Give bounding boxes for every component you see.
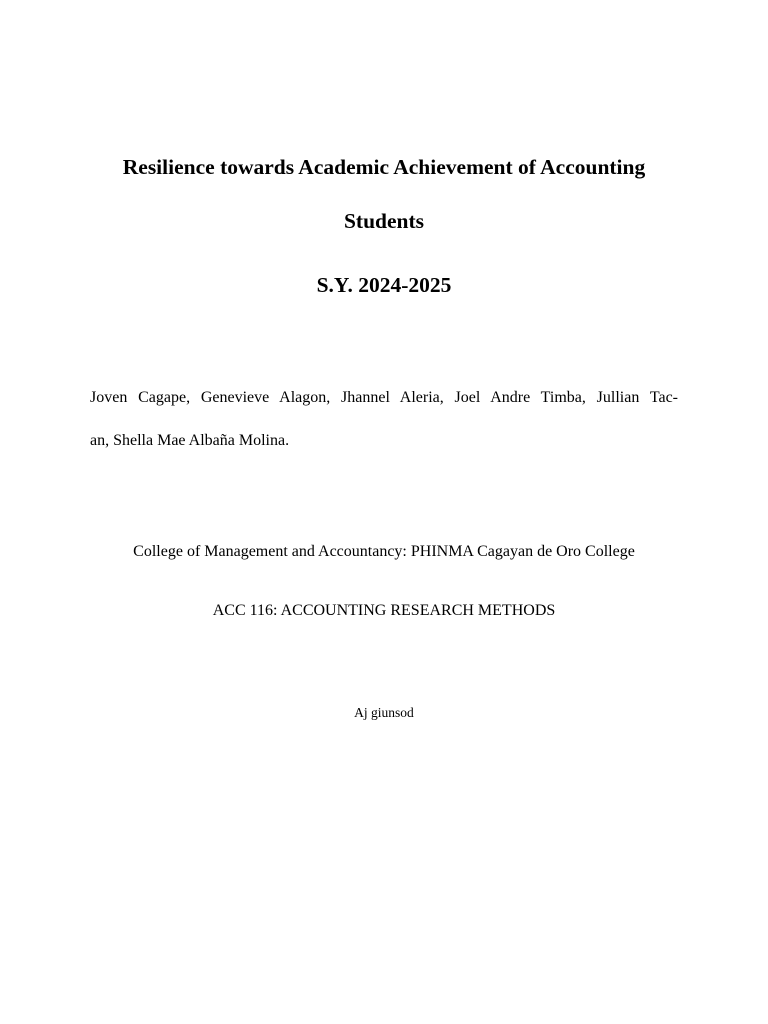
title-line-1: Resilience towards Academic Achievement of Accounting: [122, 155, 646, 179]
school-year: S.Y. 2024-2025: [316, 273, 452, 297]
instructor-name: Aj giunsod: [354, 705, 414, 720]
course-title: ACC 116: ACCOUNTING RESEARCH METHODS: [212, 602, 556, 619]
college-affiliation: College of Management and Accountancy: PHINMA Cagayan de Oro College: [133, 543, 635, 560]
title-line-2: Students: [343, 209, 425, 233]
authors-line-1: Joven Cagape, Genevieve Alagon, Jhannel Aleria, Joel Andre Timba, Jullian Tac-: [90, 389, 678, 406]
authors-line-2: an, Shella Mae Albaña Molina.: [90, 432, 290, 449]
